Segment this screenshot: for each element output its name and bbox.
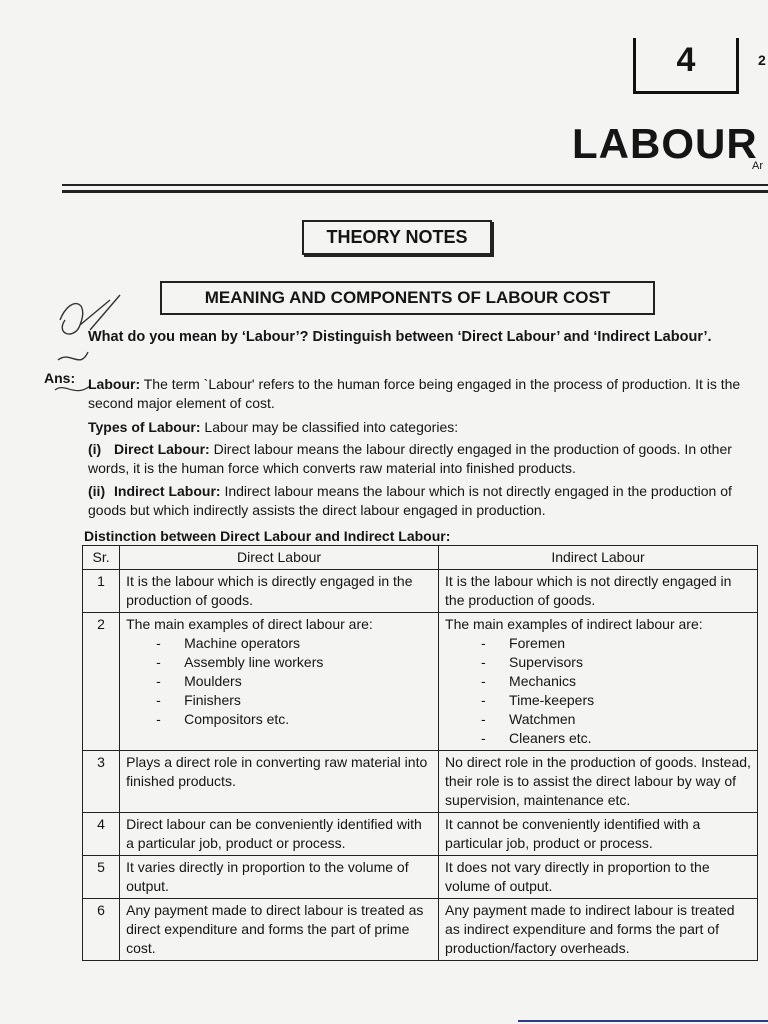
list-item: - Moulders [156,672,432,691]
types-text: Labour may be classified into categories: [204,419,459,435]
chapter-number-box [633,38,739,94]
footer-line [518,1020,768,1022]
row-direct: Any payment made to direct labour is treated as direct expenditure and forms the part of prime cost. [120,899,439,961]
header-rule-top [62,184,768,186]
comparison-table [82,545,758,961]
list-item: - Machine operators [156,634,432,653]
section-heading: MEANING AND COMPONENTS OF LABOUR COST [160,281,655,315]
table-row [83,813,758,856]
list-item: - Time-keepers [481,691,751,710]
row-direct: Plays a direct role in converting raw material into finished products. [120,751,439,813]
chapter-title-fragment: Ar [752,160,763,172]
type-item-term: Direct Labour: [114,441,210,457]
types-intro [88,418,758,437]
row-sr: 1 [83,570,120,613]
header-direct: Direct Labour [120,546,439,570]
row-sr: 2 [83,613,120,751]
table-row [83,856,758,899]
type-item-direct [88,440,758,478]
chapter-number: 4 [676,41,696,79]
list-item: - Cleaners etc. [481,729,751,748]
distinction-heading: Distinction between Direct Labour and Indirect Labour: [84,528,451,544]
page-number-fragment: 2 [758,52,766,68]
row-indirect: It does not vary directly in proportion to the volume of output. [439,856,758,899]
row-sr: 4 [83,813,120,856]
row-direct: It is the labour which is directly engaged in the production of goods. [120,570,439,613]
table-row [83,899,758,961]
row-sr: 5 [83,856,120,899]
type-item-text: Direct labour means the labour directly engaged in the production of goods. In other words, it is the human force which converts raw material into finished products. [88,441,732,476]
row-direct: Direct labour can be conveniently identified with a particular job, product or process. [120,813,439,856]
type-item-indirect [88,482,758,520]
header-indirect: Indirect Labour [439,546,758,570]
list-item: - Compositors etc. [156,710,432,729]
row-sr: 6 [83,899,120,961]
list-item: - Supervisors [481,653,751,672]
row-direct [120,613,439,751]
row-indirect: It cannot be conveniently identified with a particular job, product or process. [439,813,758,856]
row-direct-intro: The main examples of direct labour are: [126,616,373,632]
chapter-title: LABOUR [572,120,758,167]
list-item: - Foremen [481,634,751,653]
header-rule-bottom [62,190,768,193]
direct-examples-list [126,634,432,729]
table-row [83,751,758,813]
types-term: Types of Labour: [88,419,201,435]
row-indirect-intro: The main examples of indirect labour are: [445,616,703,632]
list-item: - Mechanics [481,672,751,691]
theory-notes-heading: THEORY NOTES [302,220,492,255]
type-item-term: Indirect Labour: [114,483,221,499]
list-item: - Assembly line workers [156,653,432,672]
header-sr: Sr. [83,546,120,570]
answer-paragraph [88,375,758,413]
type-item-number: (ii) [88,483,106,499]
row-sr: 3 [83,751,120,813]
list-item: - Watchmen [481,710,751,729]
indirect-examples-list [445,634,751,748]
type-item-text: Indirect labour means the labour which is not directly engaged in the production of goods but which indirectly assists the direct labour engaged in production. [88,483,732,518]
answer-term: Labour: [88,376,141,392]
table-row [83,570,758,613]
answer-text: The term `Labour' refers to the human force being engaged in the process of production. It is the second major element of cost. [88,376,741,411]
row-indirect [439,613,758,751]
question: What do you mean by ‘Labour’? Distinguish between ‘Direct Labour’ and ‘Indirect Labour’. [88,329,712,345]
row-indirect: No direct role in the production of goods. Instead, their role is to assist the direct labour by way of supervision, maintenance etc. [439,751,758,813]
table-header-row [83,546,758,570]
answer-label: Ans: [44,370,76,386]
table-row [83,613,758,751]
list-item: - Finishers [156,691,432,710]
row-indirect: It is the labour which is not directly engaged in the production of goods. [439,570,758,613]
row-direct: It varies directly in proportion to the volume of output. [120,856,439,899]
type-item-number: (i) [88,441,102,457]
row-indirect: Any payment made to indirect labour is treated as indirect expenditure and forms the part of production/factory overheads. [439,899,758,961]
